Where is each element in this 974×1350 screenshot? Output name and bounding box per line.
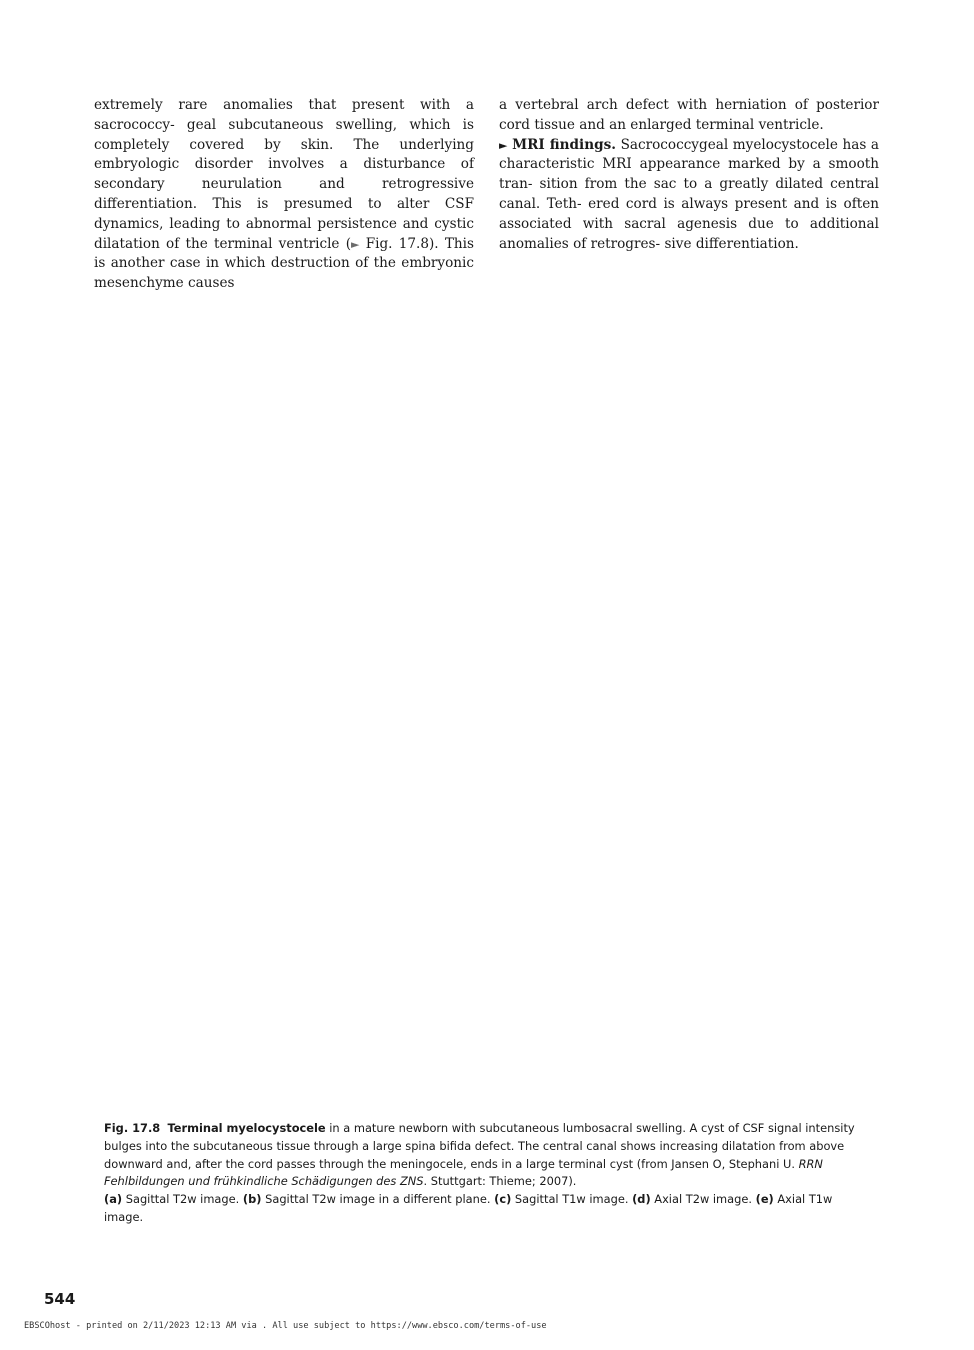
- panel-key: (d): [632, 1192, 651, 1207]
- text-line: Sacrococcygeal myelocystocele has a: [615, 136, 879, 153]
- figure-label: Fig. 17.8: [104, 1121, 161, 1135]
- caption-panels: [104, 1191, 870, 1227]
- panel-key: (e): [755, 1192, 774, 1207]
- panel-description: Sagittal T2w image.: [122, 1192, 243, 1207]
- print-footer: EBSCOhost - printed on 2/11/2023 12:13 AM via . All use subject to https://www.ebsco.com/terms-of-use: [24, 1321, 547, 1331]
- text-line: extremely rare anomalies that present with a sacrococcy-: [94, 97, 474, 133]
- text-line: characteristic MRI appearance marked by a smooth tran-: [499, 156, 879, 193]
- panel-description: Axial T2w image.: [650, 1192, 756, 1207]
- panel-description: Sagittal T2w image in a different plane.: [261, 1192, 495, 1207]
- text-line: ered cord is always present and is often associated with: [499, 195, 879, 232]
- text-line: the terminal ventricle (: [185, 235, 351, 252]
- text-line: leading to abnormal persistence and cystic dilatation of: [94, 215, 475, 252]
- text-line: ). This is another case in: [94, 235, 474, 272]
- caption-source-title: RRN Fehlbildungen und frühkindliche Schädigungen des ZNS: [104, 1156, 823, 1189]
- text-line: geal subcutaneous swelling, which is completely covered: [94, 116, 474, 153]
- text-line: tissue and an enlarged terminal ventricle.: [534, 116, 824, 133]
- text-line: sition from the sac to a greatly dilated central canal. Teth-: [499, 176, 879, 212]
- arrow-icon: ►: [499, 138, 508, 152]
- body-column-right: [499, 96, 879, 254]
- text-line: a vertebral arch defect with herniation of posterior cord: [499, 97, 879, 133]
- panel-key: (c): [494, 1192, 512, 1207]
- arrow-icon: ►: [351, 237, 360, 251]
- panel-key: (a): [104, 1192, 123, 1207]
- figure-title: Terminal myelocystocele: [167, 1121, 326, 1135]
- caption-text: . Stuttgart: Thieme; 2007).: [423, 1174, 577, 1189]
- text-line: differentiation. This is presumed to alter CSF dynamics,: [94, 195, 474, 232]
- paragraph-mri-findings: [499, 136, 879, 255]
- panel-key: (b): [242, 1192, 262, 1207]
- caption-paragraph: [104, 1120, 870, 1191]
- text-line: by skin. The underlying embryologic disorder involves a: [94, 136, 474, 173]
- caption-text: in a mature newborn with subcutaneous lumbosacral swelling. A cyst of CSF signal intensity bulges into the subcutaneous tissue through a large spina bifida defect. The central canal shows increasing dilatation from above downward and, after the cord passes through the meningocele, ends in a large terminal cyst (from Jansen O, Stephani U.: [104, 1121, 855, 1171]
- paragraph-terminal-myelocystocele: [94, 96, 474, 294]
- body-column-left: [94, 96, 474, 294]
- panel-description: Axial T1w image.: [104, 1192, 833, 1224]
- text-line: which destruction of the embryonic mesenchyme causes: [94, 255, 474, 292]
- text-line: disturbance of secondary neurulation and retrogressive: [94, 156, 474, 193]
- text-line: sive differentiation.: [664, 235, 799, 252]
- figure-reference-link[interactable]: Fig. 17.8: [359, 235, 429, 252]
- panel-description: Sagittal T1w image.: [511, 1192, 633, 1207]
- paragraph-continuation: [499, 96, 879, 136]
- page-number: 544: [44, 1290, 76, 1308]
- section-heading-mri-findings: MRI findings.: [512, 136, 616, 153]
- figure-caption: [104, 1120, 870, 1227]
- text-line: sacral agenesis due to additional anomalies of retrogres-: [499, 215, 879, 252]
